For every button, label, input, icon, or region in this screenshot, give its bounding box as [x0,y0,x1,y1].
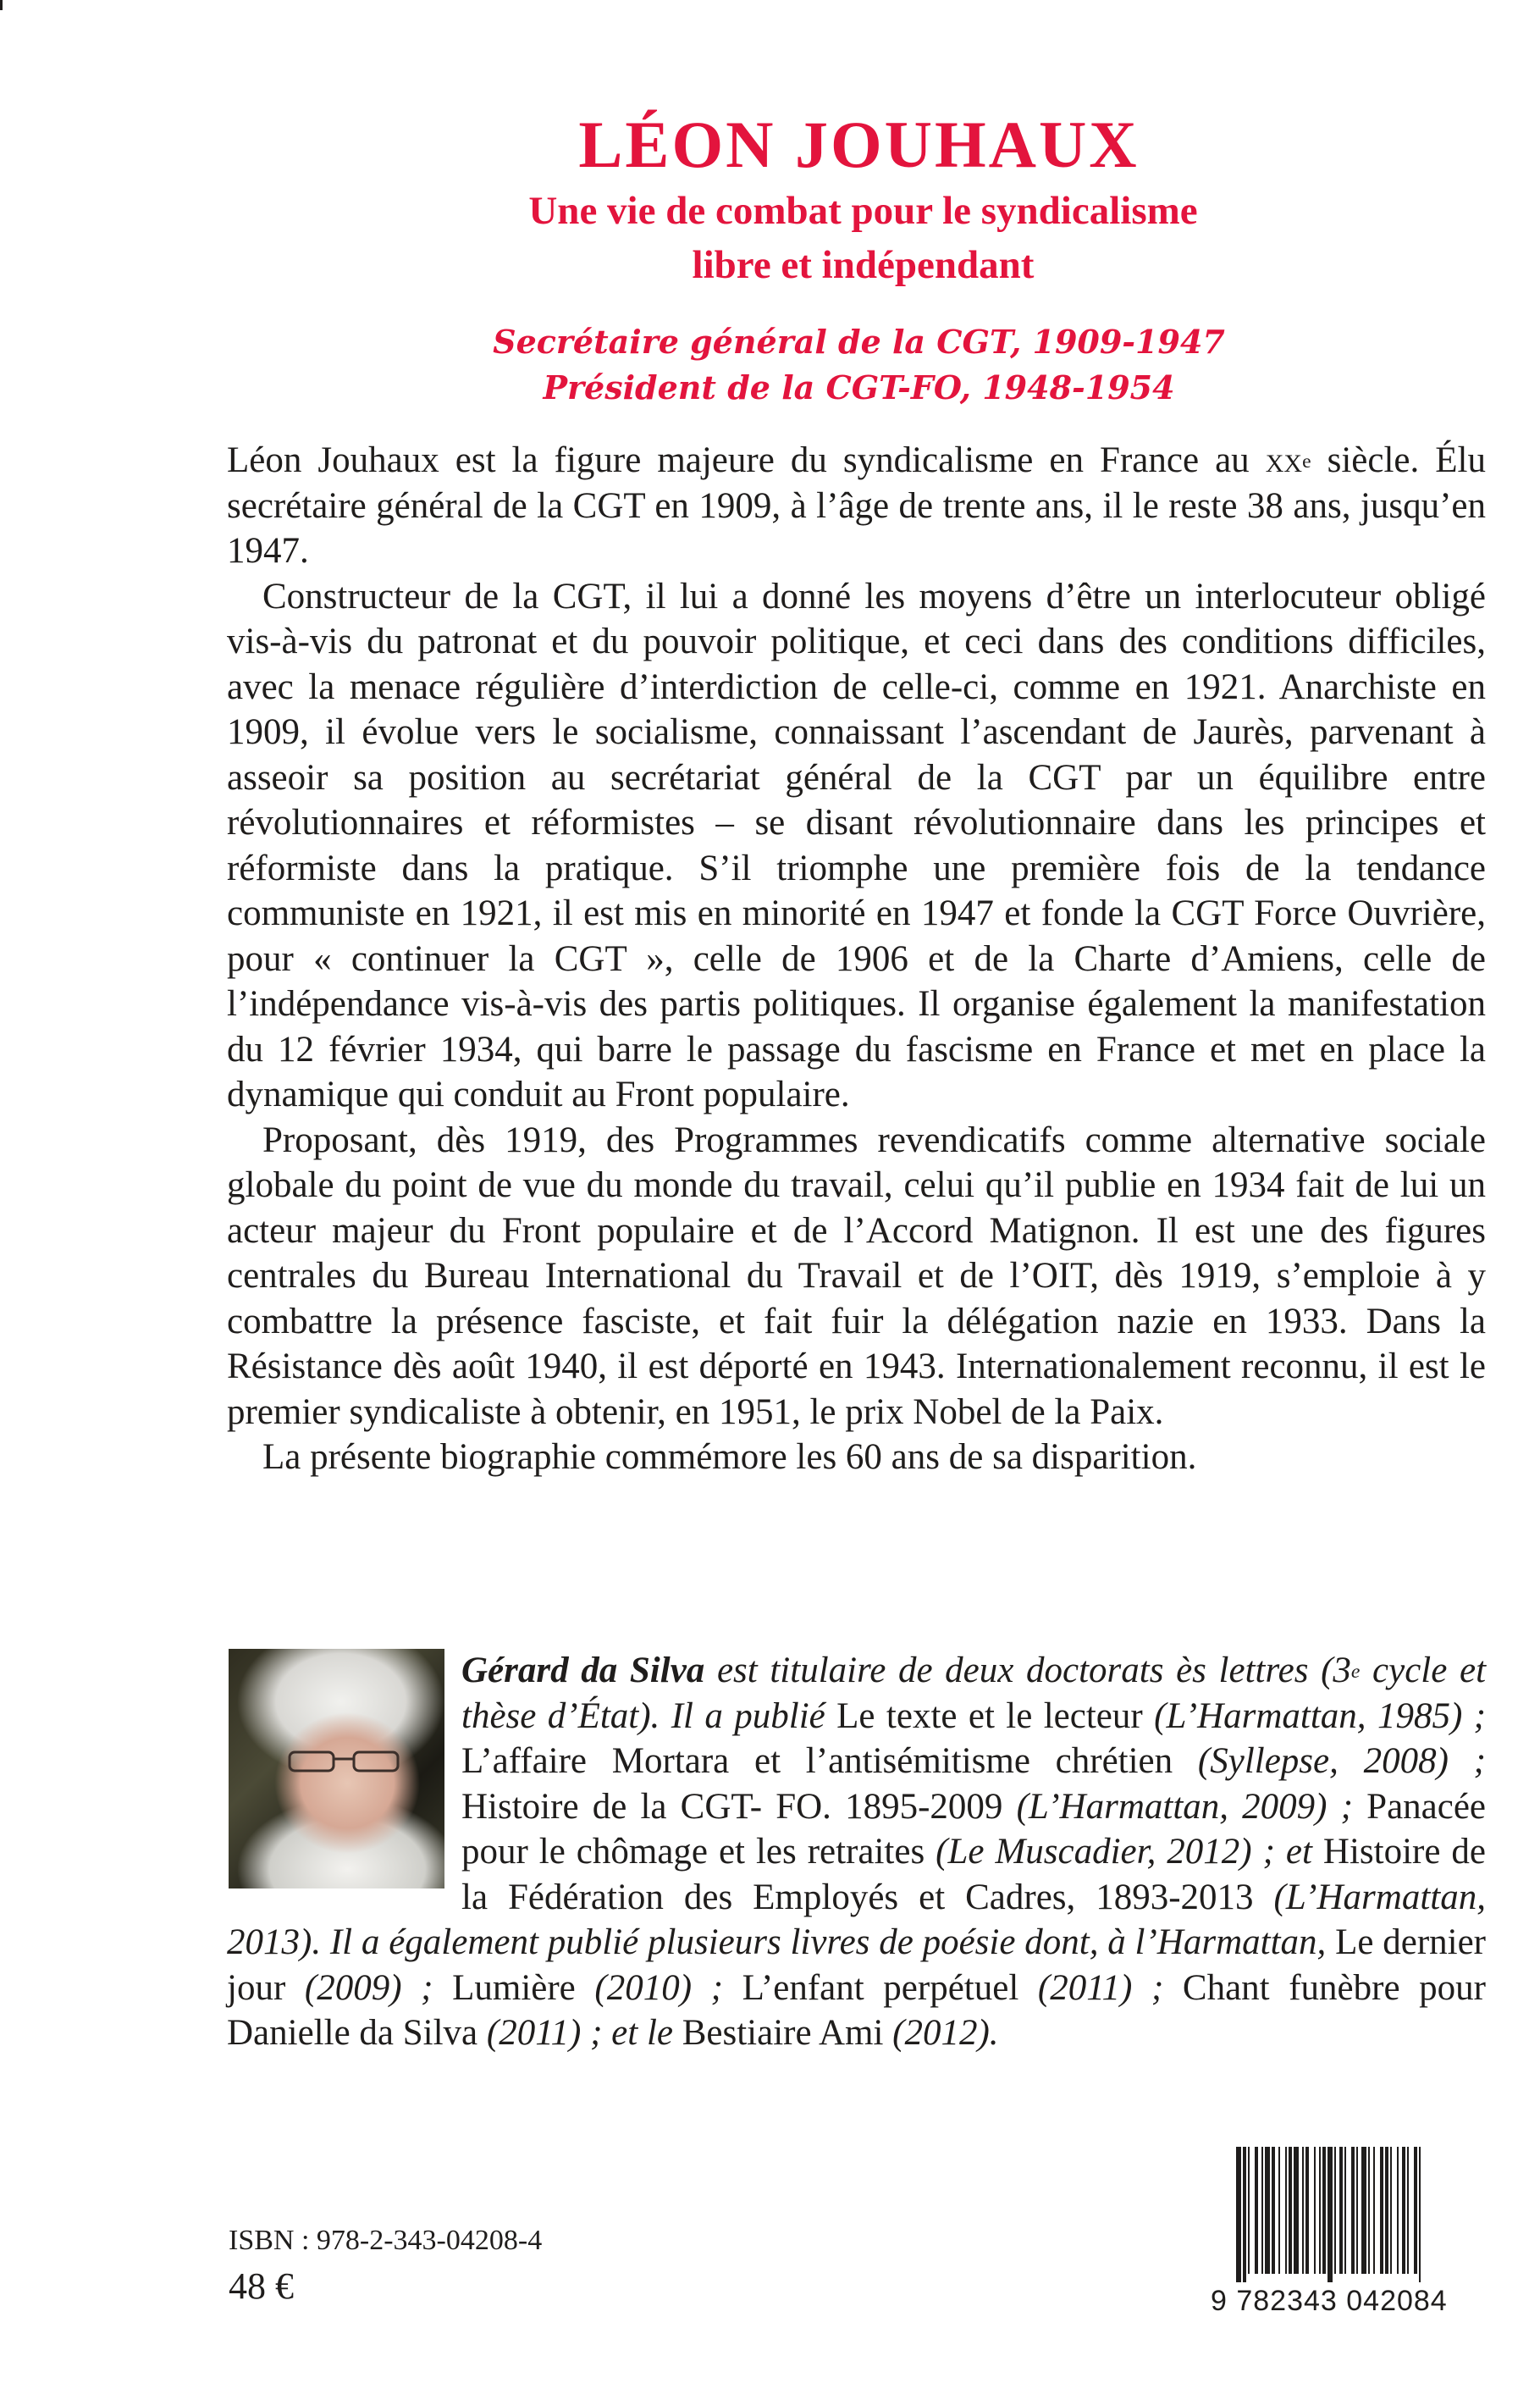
role-line-2: Président de la CGT-FO, 1948-1954 [543,368,1175,406]
bio-text-run: (2011) ; [1018,1967,1183,2008]
summary-paragraph: La présente biographie commémore les 60 ans de sa disparition. [262,1437,1197,1477]
bio-text-run: (L’Harmattan, 2009) ; [1002,1786,1367,1827]
barcode-bar [1285,2147,1287,2274]
book-title-ref: Le dernier jour [227,1922,1486,2008]
bio-text-run: (2012). [883,2013,999,2053]
barcode-number: 9 782343 042084 [1211,2285,1448,2317]
barcode-bar [1356,2147,1358,2274]
barcode-icon [1236,2147,1490,2282]
barcode-bar [1322,2147,1326,2274]
summary-text [227,438,1486,1480]
barcode-bar [1385,2147,1388,2274]
barcode-bar [1334,2147,1336,2274]
barcode-bar [1236,2147,1241,2282]
barcode-bar [1243,2147,1246,2282]
bio-text-run: (Le Muscadier, 2012) ; et [925,1832,1323,1872]
barcode-bar [1414,2147,1417,2274]
isbn-label: ISBN : 978-2-343-04208-4 [229,2225,543,2256]
price-label: 48 € [229,2265,294,2307]
book-title-ref: L’enfant perpétuel [742,1967,1019,2008]
summary-text-run: siècle. Élu secrétaire général de la CGT en 1909, à l’âge de trente ans, il le reste 38 ans, jusqu’en 1947. [227,440,1486,571]
roles-block [0,319,1540,411]
barcode-bar [1327,2147,1333,2282]
barcode-bar [1344,2147,1346,2274]
barcode-bar [1402,2147,1405,2274]
barcode-bar [1407,2147,1409,2274]
barcode-bar [1305,2147,1309,2274]
role-line-1: Secrétaire général de la CGT, 1909-1947 [493,323,1225,361]
superscript: e [1350,1661,1361,1684]
title-block [0,106,1540,411]
book-title-ref: Le texte et le lecteur [836,1695,1143,1736]
barcode-bar [1289,2147,1292,2274]
book-title-ref: Histoire de la CGT- FO. 1895-2009 [461,1786,1003,1827]
barcode-bar [1397,2147,1399,2274]
barcode-bar [1339,2147,1343,2274]
bio-text-run: (L’Harmattan, 1985) ; [1142,1695,1486,1736]
bio-text-run: (Syllepse, 2008) ; [1173,1741,1487,1781]
barcode-bar [1319,2147,1321,2274]
book-title-ref: Lumière [452,1967,576,2008]
book-title-ref: Panacée pour le chômage et les retraites [461,1786,1486,1872]
barcode-bar [1368,2147,1370,2274]
barcode-bar [1255,2147,1258,2274]
barcode-bar [1278,2147,1280,2274]
barcode-bar [1380,2147,1383,2274]
author-bio [227,1648,1486,2056]
century-numeral: xx [1265,440,1303,480]
book-title-ref: Histoire de la Fédération des Employés et Cadres, 1893-2013 [461,1832,1486,1917]
barcode-bar [1373,2147,1375,2274]
bio-text-run: (2009) ; [285,1967,453,2008]
book-title-ref: Bestiaire Ami [682,2013,884,2053]
barcode-bar [1248,2147,1250,2274]
barcode-bar [1261,2147,1263,2274]
book-title-ref: Chant funèbre pour Danielle da Silva [227,1967,1486,2053]
bio-text-run: est titulaire de deux doctorats ès lettres (3 [704,1651,1351,1690]
barcode-bar [1351,2147,1355,2274]
barcode-bar [1361,2147,1366,2274]
summary-paragraph: Proposant, dès 1919, des Programmes revendicatifs comme alternative sociale globale du point de vue du monde du travail, celui qu’il publie en 1934 fait de lui un acteur majeur du Front populaire et de l’Accord Matignon. Il est une des figures centrales du Bureau International du Travail et de l’OIT, dès 1919, s’emploie à y combattre la présence fasciste, et fait fuir la délégation nazie en 1933. Dans la Résistance dès août 1940, il est déporté en 1943. Internationalement reconnu, il est le premier syndicaliste à obtenir, en 1951, le prix Nobel de la Paix. [227,1120,1486,1432]
barcode-bar [1272,2147,1275,2274]
barcode-bar [1294,2147,1299,2274]
barcode-bar [1265,2147,1270,2274]
superscript: e [1302,451,1311,473]
barcode-bar [1419,2147,1421,2282]
bio-text-run: (2010) ; [575,1967,742,2008]
bio-text-run: (L’Harmattan, 2013). Il a également publié plusieurs livres de poésie dont, à l’Harmattan, [227,1877,1486,1962]
barcode-bar [1314,2147,1316,2274]
book-title-ref: L’affaire Mortara et l’antisémitisme chrétien [461,1741,1173,1781]
book-title: LÉON JOUHAUX [578,108,1140,181]
author-name: Gérard da Silva [461,1651,705,1690]
summary-text-run: Léon Jouhaux est la figure majeure du syndicalisme en France au [227,440,1266,480]
book-subtitle-line-1: Une vie de combat pour le syndicalisme [528,189,1198,233]
summary-paragraph [227,438,1486,574]
summary-paragraph: Constructeur de la CGT, il lui a donné les moyens d’être un interlocuteur obligé vis-à-vis du patronat et du pouvoir politique, et ceci dans des conditions difficiles, avec la menace régulière d’interdiction de celle-ci, comme en 1921. Anarchiste en 1909, il évolue vers le socialisme, connaissant l’ascendant de Jaurès, parvenant à asseoir sa position au secrétariat général de la CGT par un équilibre entre révolutionnaires et réformistes – se disant révolutionnaire dans les principes et réformiste dans la pratique. S’il triomphe une première fois de la tendance communiste en 1921, il est mis en minorité en 1947 et fonde la CGT Force Ouvrière, pour « continuer la CGT », celle de 1906 et de la Charte d’Amiens, celle de l’indépendance vis-à-vis des partis politiques. Il organise également la manifestation du 12 février 1934, qui barre le passage du fascisme en France et met en place la dynamique qui conduit au Front populaire. [227,576,1486,1114]
barcode [1211,2147,1492,2316]
barcode-bar [1302,2147,1304,2274]
crop-mark [0,0,10,10]
bio-text-run: (2011) ; et le [477,2013,682,2053]
barcode-bar [1390,2147,1392,2274]
book-subtitle-line-2: libre et indépendant [692,243,1035,287]
bio-text-run: cycle et thèse d’État). Il a publié [461,1651,1487,1736]
